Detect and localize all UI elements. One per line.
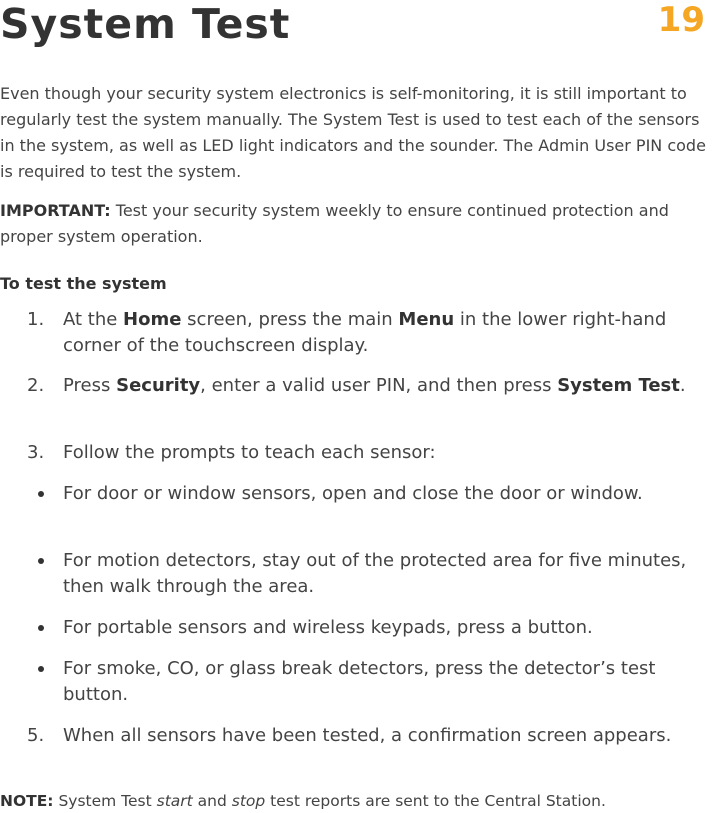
security-label: Security: [116, 375, 201, 396]
step-text-part: .: [679, 375, 686, 396]
step-text: When all sensors have been tested, a confirmation screen appears.: [63, 725, 672, 746]
step-text-part: in the lower right-hand corner of the touchscreen display.: [63, 309, 667, 356]
step-text-part: screen, press the main: [181, 309, 399, 330]
home-label: Home: [123, 309, 182, 330]
bullet-dot-icon: [38, 625, 44, 631]
note-label: NOTE:: [0, 792, 54, 810]
step-text-part: At the: [63, 309, 124, 330]
system-test-label: System Test: [557, 375, 680, 396]
page-title: System Test: [0, 0, 291, 48]
bullet-text: For portable sensors and wireless keypads, press a button.: [63, 617, 593, 638]
note-emphasis-start: start: [156, 792, 193, 810]
step-number: 1.: [27, 309, 45, 330]
step-text-part: , enter a valid user PIN, and then press: [200, 375, 558, 396]
step-text: [63, 307, 703, 359]
step-number: 3.: [27, 442, 45, 463]
bullet-text: For smoke, CO, or glass break detectors, press the detector’s test button.: [63, 658, 656, 705]
bullet-dot-icon: [38, 666, 44, 672]
menu-label: Menu: [398, 309, 455, 330]
bullet-text: For door or window sensors, open and close the door or window.: [63, 483, 643, 504]
step-text-part: Press: [63, 375, 117, 396]
note: [0, 789, 606, 813]
procedure-heading: To test the system: [0, 274, 167, 293]
step-text: Follow the prompts to teach each sensor:: [63, 442, 436, 463]
bullet-dot-icon: [38, 491, 44, 497]
page-number: 19: [657, 0, 705, 40]
important-label: IMPORTANT:: [0, 201, 111, 220]
intro-paragraph: Even though your security system electronics is self-monitoring, it is still important to regularly test the system manually. The System Test is used to test each of the sensors in the system, as well as LED light indicators and the sounder. The Admin User PIN code is required to test the system.: [0, 84, 706, 181]
note-text-part: and: [192, 792, 232, 810]
important-text: Test your security system weekly to ensure continued protection and proper system operation.: [0, 201, 669, 246]
important-note: [0, 198, 710, 250]
bullet-text: For motion detectors, stay out of the protected area for five minutes, then walk through the area.: [63, 550, 687, 597]
step-number: 5.: [27, 725, 45, 746]
note-text-part: System Test: [53, 792, 157, 810]
note-text-part: test reports are sent to the Central Station.: [265, 792, 606, 810]
step-text: [63, 373, 703, 399]
bullet-dot-icon: [38, 558, 44, 564]
note-emphasis-stop: stop: [231, 792, 266, 810]
step-number: 2.: [27, 375, 45, 396]
